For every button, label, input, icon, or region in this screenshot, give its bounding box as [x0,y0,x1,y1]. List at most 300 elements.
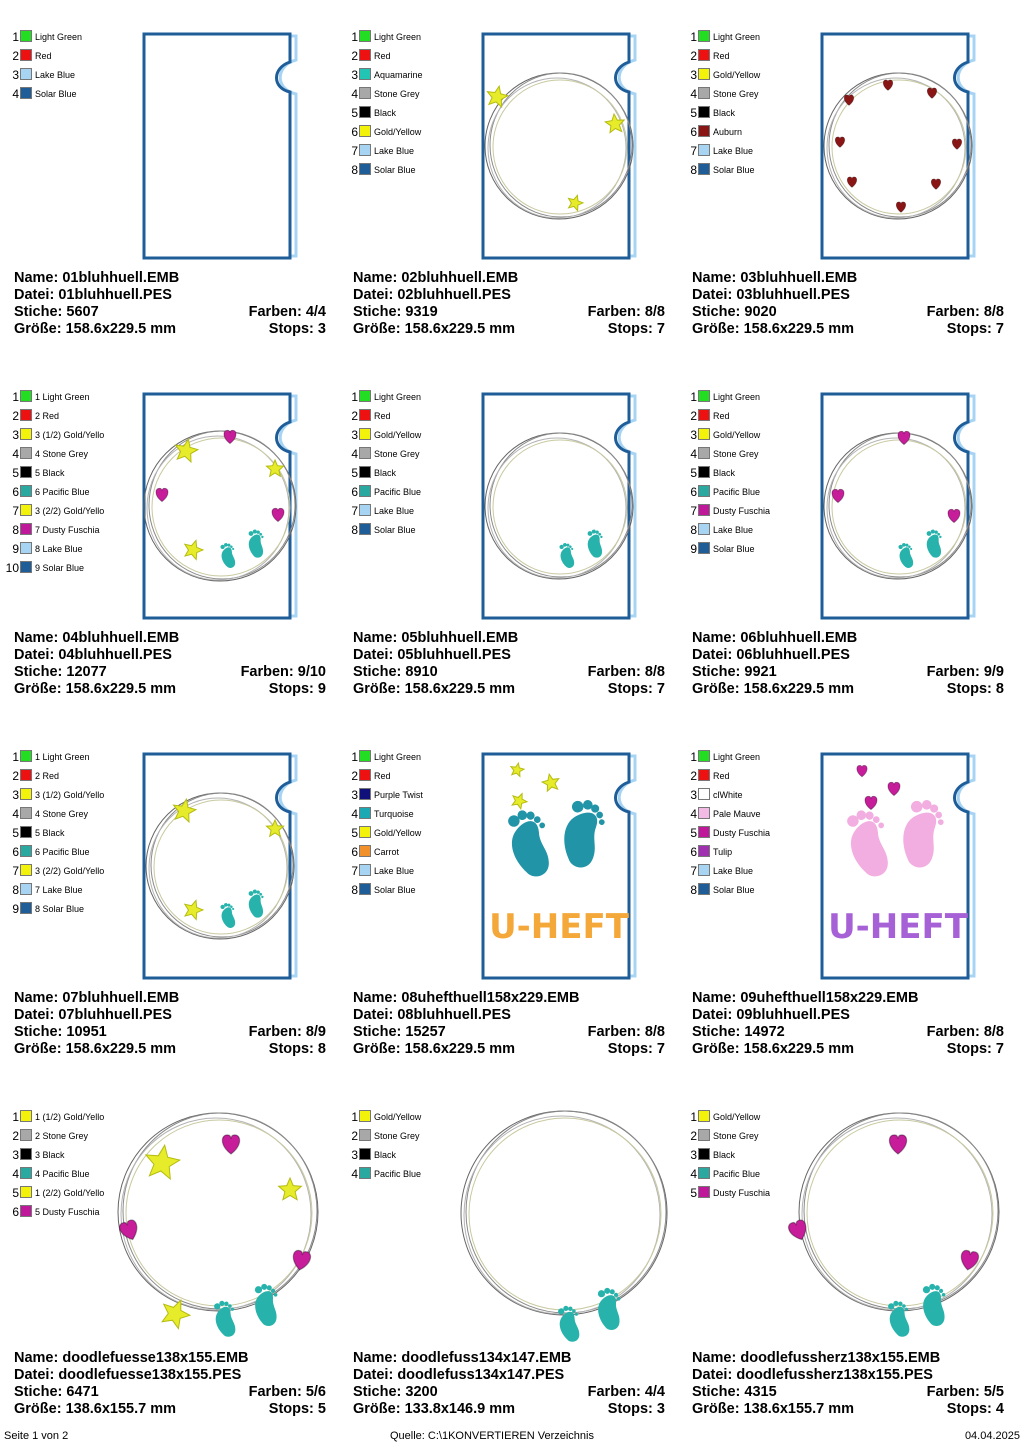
heart-motif [222,1135,239,1154]
cover-outline-solar-blue [483,394,629,618]
stitch-row [692,304,1004,321]
stops-value: 7 [656,681,665,697]
thread-color-row [683,786,803,805]
design-info [14,1350,326,1418]
thread-color-row [683,521,803,540]
thread-color-label: 1 (1/2) Gold/Yello [35,1112,105,1122]
design-name: doodlefussherz138x155.EMB [740,1350,941,1366]
stitch-row [14,1024,326,1041]
stitch-count: 15257 [405,1024,446,1040]
thread-color-swatch [20,542,32,554]
design-info [14,270,326,338]
thread-color-row [5,502,125,521]
thread-color-number: 2 [351,1129,358,1143]
thread-color-label: Carrot [374,847,400,857]
thread-color-label: Pale Mauve [713,809,761,819]
size-label: Größe: [692,1401,740,1417]
file-label: Datei: [692,287,733,303]
thread-color-label: 4 Stone Grey [35,449,89,459]
thread-color-number: 4 [690,87,697,101]
stops-label: Stops: [607,1041,653,1057]
design-size: 133.8x146.9 mm [404,1401,516,1417]
thread-color-number: 3 [690,428,697,442]
thread-color-swatch [359,466,371,478]
thread-color-swatch [20,390,32,402]
thread-color-row [344,483,464,502]
stops-label: Stops: [946,321,992,337]
thread-color-swatch [698,864,710,876]
thread-color-row [683,161,803,180]
colors-label: Farben: [926,1384,980,1400]
thread-color-label: Light Green [35,32,83,42]
thread-color-label: Lake Blue [713,866,754,876]
thread-color-number: 2 [12,409,19,423]
thread-color-number: 4 [12,87,19,101]
thread-color-number: 3 [690,68,697,82]
design-size: 158.6x229.5 mm [743,321,855,337]
stitch-count: 6471 [66,1384,99,1400]
thread-color-number: 8 [690,523,697,537]
thread-color-swatch [359,390,371,402]
thread-color-swatch [698,1148,710,1160]
thread-color-label: 1 Light Green [35,392,90,402]
thread-color-swatch [359,1110,371,1122]
stitch-row [353,664,665,681]
thread-color-number: 6 [12,845,19,859]
stops-count [269,1041,326,1058]
page-number: Seite 1 von 2 [4,1430,69,1442]
thread-color-label: 5 Dusty Fuschia [35,1207,100,1217]
source-path: Quelle: C:\1KONVERTIEREN Verzeichnis [390,1430,594,1442]
thread-color-number: 3 [12,428,19,442]
stops-label: Stops: [607,321,653,337]
design-file-row [14,1007,326,1024]
thread-color-swatch [20,428,32,440]
design-info [692,270,1004,338]
colors-count [588,304,665,321]
thread-color-row [344,85,464,104]
colors-value: 8/9 [305,1024,326,1040]
design-file-row [14,1367,326,1384]
design-card [678,360,1008,700]
thread-color-number: 4 [12,1167,19,1181]
thread-color-label: Light Green [713,752,761,762]
thread-color-swatch [698,1129,710,1141]
thread-color-swatch [20,1167,32,1179]
thread-color-number: 3 [351,428,358,442]
thread-color-number: 2 [351,49,358,63]
thread-color-number: 7 [351,864,358,878]
size-label: Größe: [353,321,401,337]
stitch-row [692,1024,1004,1041]
thread-color-label: Black [713,108,736,118]
design-file-row [353,287,665,304]
stops-count [947,681,1004,698]
thread-color-row [683,388,803,407]
thread-color-swatch [20,30,32,42]
thread-color-row [683,85,803,104]
stops-count [947,321,1004,338]
colors-count [588,1024,665,1041]
stitch-row [353,304,665,321]
stops-count [947,1041,1004,1058]
thread-color-label: Lake Blue [374,866,415,876]
design-card [678,720,1008,1060]
thread-color-swatch [359,807,371,819]
stitch-count: 9319 [405,304,438,320]
design-file: 07bluhhuell.PES [58,1007,172,1023]
thread-color-row [683,805,803,824]
thread-color-row [683,104,803,123]
thread-color-label: Lake Blue [713,146,754,156]
thread-color-label: Black [374,468,397,478]
thread-color-row [344,843,464,862]
thread-color-swatch [20,68,32,80]
thread-color-number: 2 [12,769,19,783]
thread-color-label: Tulip [713,847,733,857]
thread-color-list [683,388,803,559]
design-name-row [14,270,326,287]
thread-color-swatch [698,428,710,440]
size-label: Größe: [353,1401,401,1417]
thread-color-row [5,881,125,900]
thread-color-row [344,767,464,786]
stitch-count: 4315 [744,1384,777,1400]
thread-color-label: Gold/Yellow [374,1112,422,1122]
colors-label: Farben: [587,1384,641,1400]
thread-color-number: 1 [351,30,358,44]
thread-color-row [683,1184,803,1203]
stitch-count: 14972 [744,1024,785,1040]
thread-color-row [5,1184,125,1203]
thread-color-row [344,47,464,66]
thread-color-swatch [20,561,32,573]
file-label: Datei: [353,287,394,303]
name-label: Name: [692,630,737,646]
stitch-label: Stiche: [14,304,63,320]
thread-color-swatch [359,409,371,421]
thread-color-row [5,1146,125,1165]
thread-color-row [5,28,125,47]
design-name-row [14,1350,326,1367]
file-label: Datei: [692,647,733,663]
stitch-count: 9921 [744,664,777,680]
thread-color-row [5,1165,125,1184]
thread-color-swatch [20,769,32,781]
thread-color-number: 3 [351,788,358,802]
size-row [14,681,326,698]
design-size: 138.6x155.7 mm [743,1401,855,1417]
thread-color-label: Lake Blue [35,70,76,80]
thread-color-number: 7 [12,504,19,518]
colors-count [588,664,665,681]
design-file: doodlefuss134x147.PES [397,1367,565,1383]
design-name: 07bluhhuell.EMB [62,990,180,1006]
colors-value: 9/10 [297,664,326,680]
thread-color-number: 1 [12,30,19,44]
design-size: 158.6x229.5 mm [743,681,855,697]
thread-color-label: Red [713,411,730,421]
thread-color-list [683,1108,803,1203]
thread-color-row [683,464,803,483]
thread-color-label: 6 Pacific Blue [35,487,90,497]
thread-color-swatch [698,87,710,99]
thread-color-swatch [359,750,371,762]
footprint-motif [886,1299,913,1339]
stitch-label: Stiche: [353,1024,402,1040]
thread-color-label: Red [713,51,730,61]
thread-color-label: Lake Blue [374,506,415,516]
thread-color-row [344,1108,464,1127]
thread-color-row [5,767,125,786]
design-info [692,990,1004,1058]
design-name-row [692,270,1004,287]
stitch-label: Stiche: [692,1024,741,1040]
thread-color-number: 6 [690,845,697,859]
thread-color-number: 5 [12,466,19,480]
design-file-row [353,1367,665,1384]
thread-color-row [344,1127,464,1146]
thread-color-list [5,388,125,578]
thread-color-swatch [20,1186,32,1198]
colors-count [249,1024,326,1041]
design-file: 04bluhhuell.PES [58,647,172,663]
thread-color-number: 1 [690,750,697,764]
thread-color-row [5,426,125,445]
heart-motif [889,1135,906,1154]
thread-color-row [344,748,464,767]
design-name-row [353,990,665,1007]
thread-color-number: 5 [690,1186,697,1200]
thread-color-label: Red [35,51,52,61]
thread-color-number: 10 [5,561,19,575]
stitch-count: 12077 [66,664,107,680]
thread-color-list [5,28,125,104]
name-label: Name: [353,990,398,1006]
thread-color-number: 3 [351,1148,358,1162]
thread-color-label: Black [374,1150,397,1160]
thread-color-number: 7 [351,504,358,518]
stops-count [608,1041,665,1058]
design-file: doodlefuesse138x155.PES [58,1367,242,1383]
thread-color-swatch [698,1167,710,1179]
design-file-row [692,1367,1004,1384]
size-row [14,321,326,338]
design-info [14,630,326,698]
thread-color-label: Red [713,771,730,781]
u-heft-lettering: U-HEFT [828,907,968,947]
stops-count [269,321,326,338]
thread-color-number: 4 [690,807,697,821]
thread-color-swatch [698,49,710,61]
thread-color-label: Stone Grey [374,449,420,459]
thread-color-number: 3 [12,68,19,82]
thread-color-row [683,748,803,767]
thread-color-swatch [698,788,710,800]
design-info [14,990,326,1058]
size-row [353,1401,665,1418]
stitch-label: Stiche: [353,1384,402,1400]
design-file: 05bluhhuell.PES [397,647,511,663]
thread-color-number: 2 [12,49,19,63]
thread-color-number: 8 [12,523,19,537]
thread-color-row [5,407,125,426]
design-name: 01bluhhuell.EMB [62,270,180,286]
thread-color-swatch [20,523,32,535]
thread-color-swatch [20,1110,32,1122]
design-name: 06bluhhuell.EMB [740,630,858,646]
thread-color-swatch [698,883,710,895]
thread-color-swatch [20,504,32,516]
thread-color-label: Red [374,51,391,61]
thread-color-label: 4 Pacific Blue [35,1169,90,1179]
thread-color-number: 6 [12,1205,19,1219]
stitch-row [353,1024,665,1041]
thread-color-number: 6 [690,125,697,139]
thread-color-row [5,900,125,919]
thread-color-row [344,104,464,123]
thread-color-row [5,445,125,464]
thread-color-number: 3 [12,1148,19,1162]
thread-color-row [344,1146,464,1165]
thread-color-number: 4 [12,807,19,821]
size-label: Größe: [692,681,740,697]
thread-color-list [683,748,803,900]
size-label: Größe: [14,321,62,337]
thread-color-row [344,824,464,843]
thread-color-label: Gold/Yellow [713,70,761,80]
thread-color-swatch [359,1148,371,1160]
thread-color-number: 7 [690,504,697,518]
thread-color-swatch [698,466,710,478]
design-file: 06bluhhuell.PES [736,647,850,663]
thread-color-number: 8 [690,163,697,177]
thread-color-row [344,881,464,900]
thread-color-swatch [20,49,32,61]
name-label: Name: [353,630,398,646]
thread-color-swatch [359,864,371,876]
stitch-label: Stiche: [692,304,741,320]
thread-color-list [344,388,464,540]
stitch-label: Stiche: [14,664,63,680]
design-name-row [14,630,326,647]
thread-color-row [5,786,125,805]
file-label: Datei: [14,287,55,303]
colors-count [927,1024,1004,1041]
stops-value: 7 [656,321,665,337]
thread-color-number: 6 [690,485,697,499]
thread-color-label: Light Green [713,32,761,42]
thread-color-row [5,862,125,881]
size-label: Größe: [692,1041,740,1057]
thread-color-number: 9 [12,542,19,556]
thread-color-swatch [698,68,710,80]
star-motif [162,1300,190,1328]
thread-color-swatch [359,769,371,781]
thread-color-swatch [359,68,371,80]
thread-color-label: 7 Dusty Fuschia [35,525,100,535]
colors-value: 8/8 [644,1024,665,1040]
thread-color-number: 4 [12,447,19,461]
thread-color-label: Solar Blue [374,525,416,535]
design-file-row [692,287,1004,304]
thread-color-label: 5 Black [35,468,65,478]
heart-motif [959,1250,979,1272]
thread-color-label: Dusty Fuschia [713,1188,771,1198]
stops-value: 7 [995,1041,1004,1057]
thread-color-swatch [20,864,32,876]
thread-color-number: 5 [351,826,358,840]
thread-color-number: 1 [690,1110,697,1124]
design-size: 158.6x229.5 mm [65,1041,177,1057]
thread-color-label: 2 Red [35,411,60,421]
thread-color-number: 7 [690,144,697,158]
thread-color-swatch [359,485,371,497]
thread-color-row [5,66,125,85]
stitch-count: 9020 [744,304,777,320]
design-card [0,0,330,340]
design-name: 08uhefthuell158x229.EMB [401,990,580,1006]
thread-color-number: 1 [12,750,19,764]
stops-value: 7 [995,321,1004,337]
thread-color-number: 5 [351,106,358,120]
design-card [0,360,330,700]
stops-label: Stops: [946,1041,992,1057]
thread-color-swatch [359,826,371,838]
colors-value: 8/8 [983,304,1004,320]
thread-color-row [683,483,803,502]
cover-outline-solar-blue [144,754,290,978]
design-file: 02bluhhuell.PES [397,287,511,303]
thread-color-number: 6 [12,485,19,499]
thread-color-label: 6 Pacific Blue [35,847,90,857]
thread-color-label: Red [374,771,391,781]
colors-count [927,1384,1004,1401]
thread-color-row [683,767,803,786]
thread-color-swatch [698,504,710,516]
thread-color-number: 6 [351,485,358,499]
size-label: Größe: [353,681,401,697]
thread-color-row [5,521,125,540]
thread-color-swatch [698,523,710,535]
thread-color-label: Dusty Fuschia [713,506,771,516]
thread-color-label: Turquoise [374,809,414,819]
design-file: doodlefussherz138x155.PES [736,1367,933,1383]
thread-color-swatch [359,30,371,42]
design-name-row [692,1350,1004,1367]
design-file-row [692,1007,1004,1024]
thread-color-label: Pacific Blue [713,487,761,497]
design-file-row [692,647,1004,664]
thread-color-label: 1 Light Green [35,752,90,762]
thread-color-swatch [20,466,32,478]
design-name-row [692,630,1004,647]
stitch-row [14,664,326,681]
thread-color-number: 7 [690,864,697,878]
colors-count [927,304,1004,321]
name-label: Name: [14,270,59,286]
colors-label: Farben: [248,304,302,320]
thread-color-number: 9 [690,542,697,556]
thread-color-row [683,426,803,445]
thread-color-number: 8 [351,163,358,177]
thread-color-swatch [359,87,371,99]
name-label: Name: [692,1350,737,1366]
thread-color-label: Solar Blue [374,885,416,895]
design-size: 138.6x155.7 mm [65,1401,177,1417]
star-motif [279,1178,302,1200]
thread-color-label: Gold/Yellow [374,127,422,137]
